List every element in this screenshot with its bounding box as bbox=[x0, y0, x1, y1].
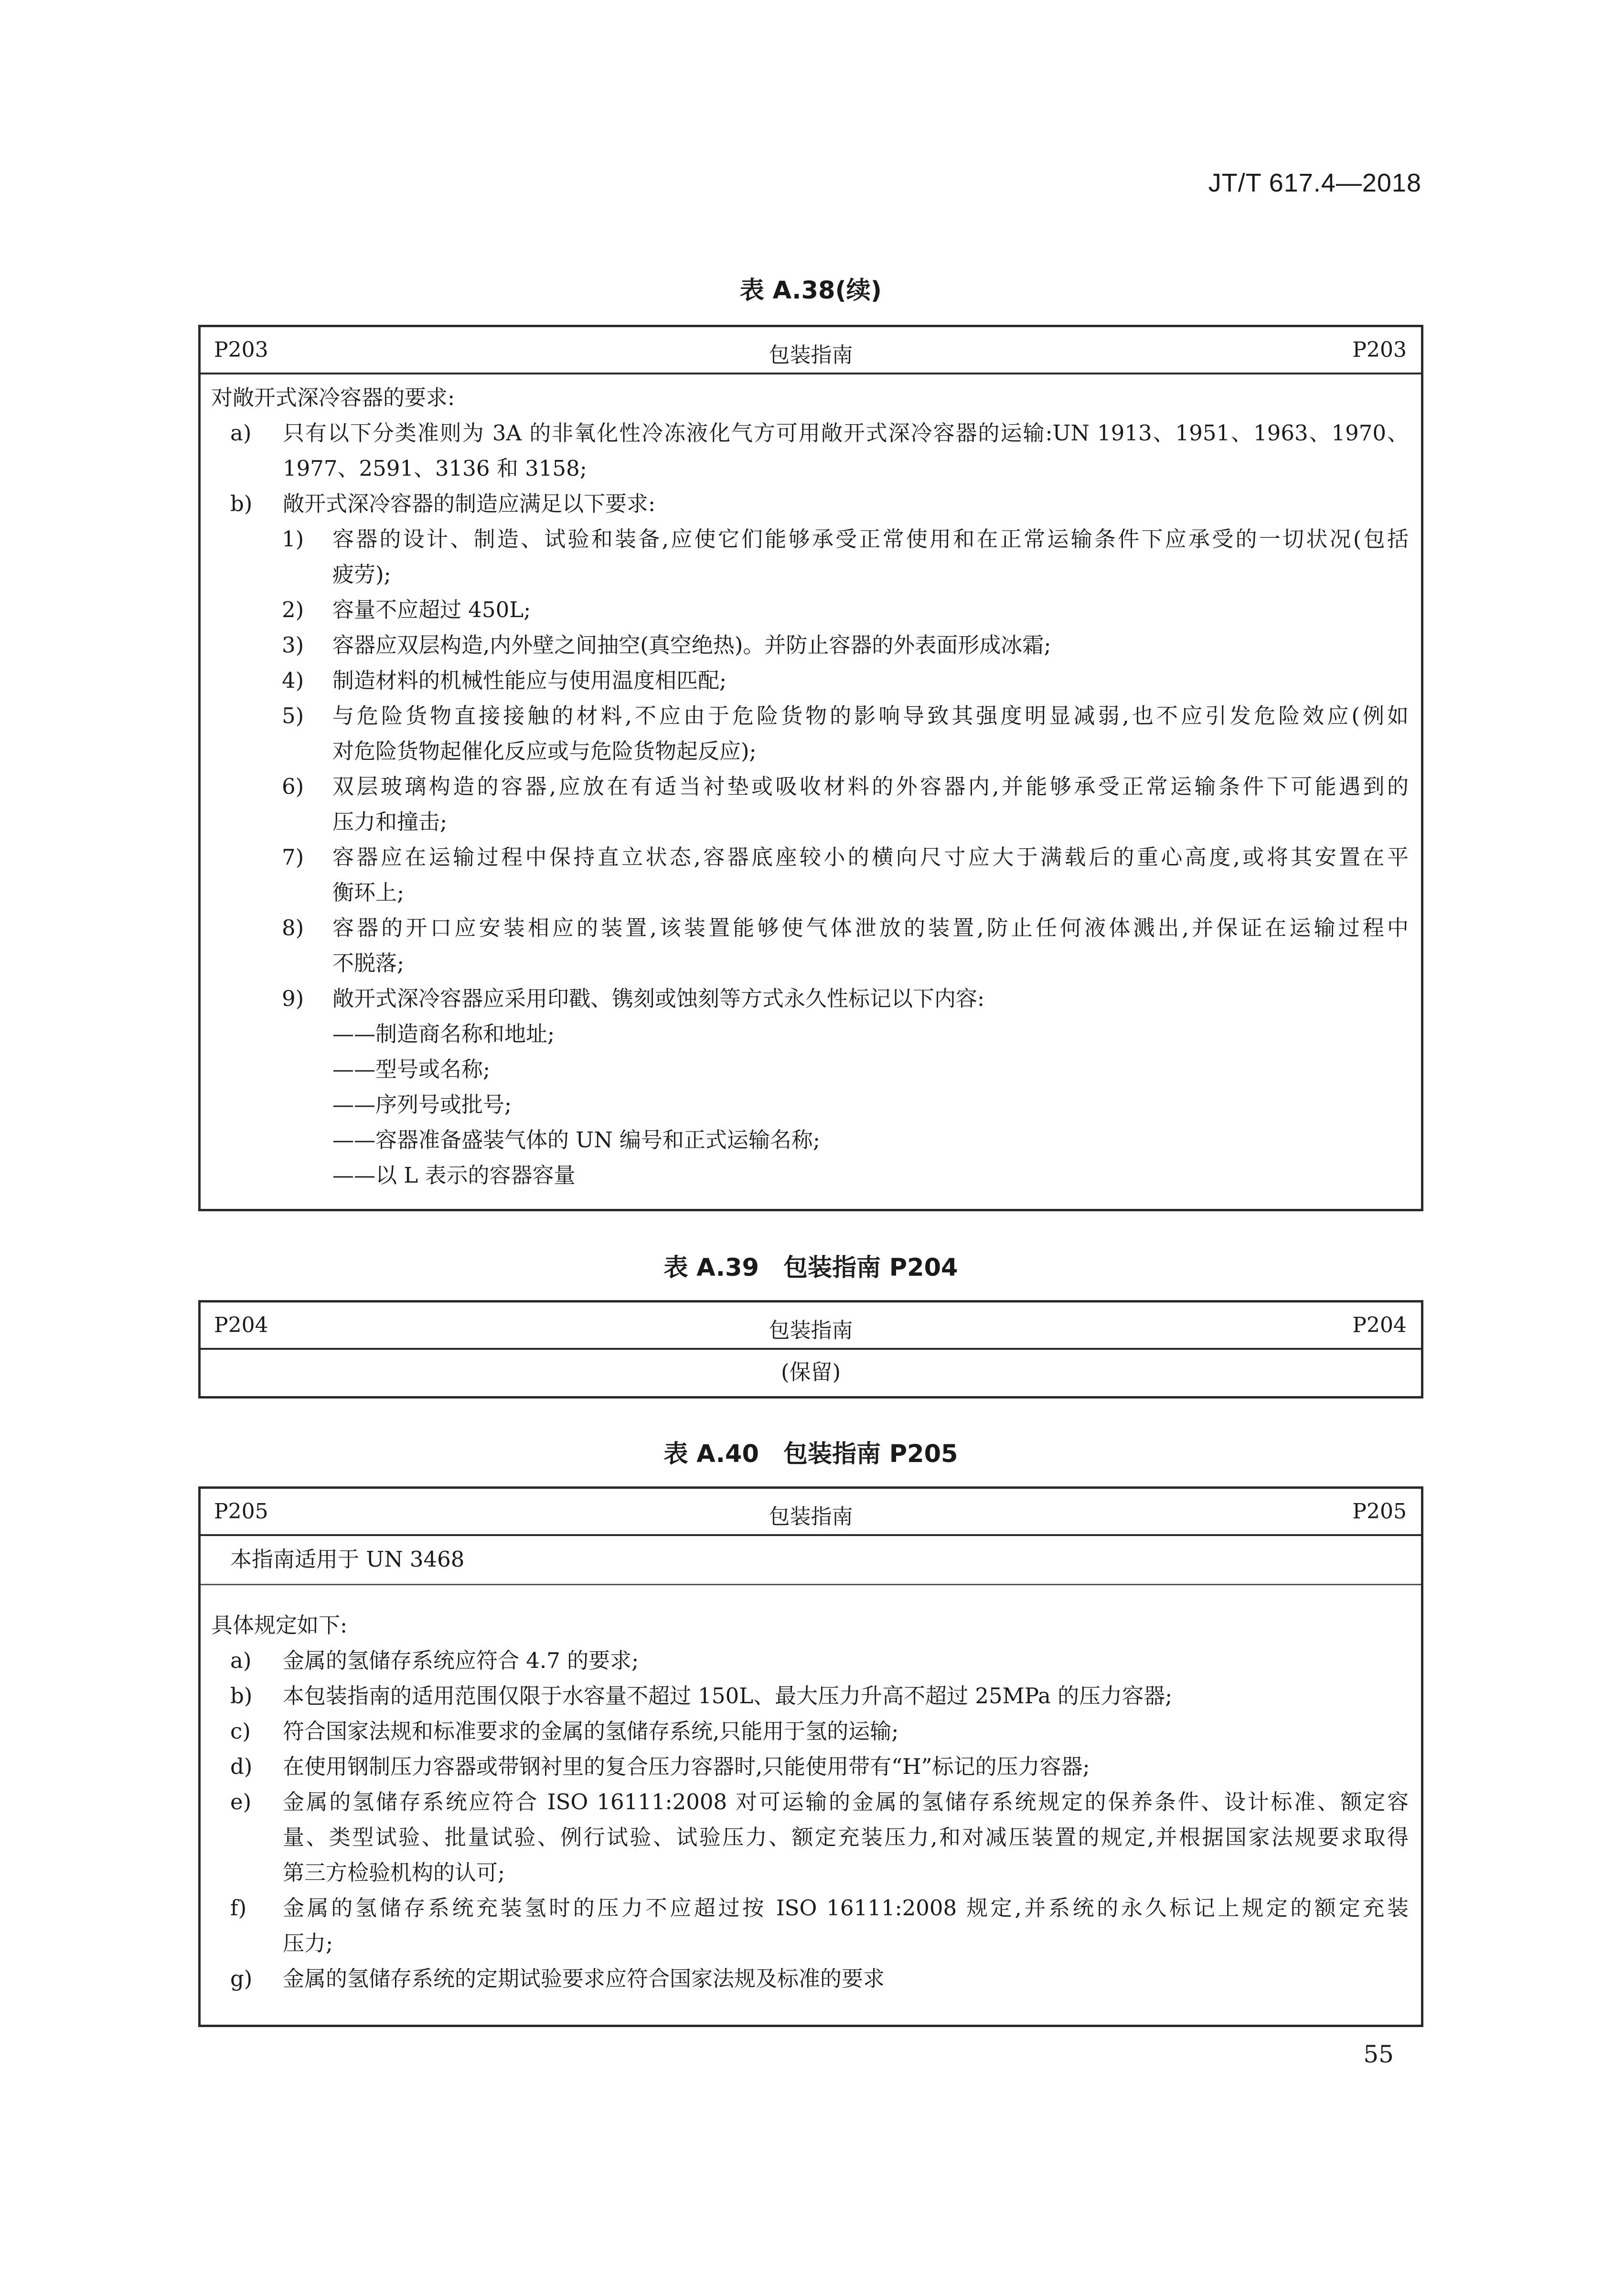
table-a39-body bbox=[201, 1350, 1421, 1398]
t38-item-num: 9) bbox=[282, 986, 304, 1011]
t38-item-num: 7) bbox=[282, 844, 304, 870]
t38-item-line: 容器应在运输过程中保持直立状态,容器底座较小的横向尺寸应大于满载后的重心高度,或将其安置在平 bbox=[332, 844, 1409, 870]
standard-number: JT/T 617.4—2018 bbox=[1208, 169, 1421, 197]
t38-item-line: 衡环上; bbox=[332, 880, 405, 905]
t38-item-line: 容器应双层构造,内外壁之间抽空(真空绝热)。并防止容器的外表面形成冰霜; bbox=[332, 632, 1051, 658]
t38-item-line: 敞开式深冷容器应采用印戳、镌刻或蚀刻等方式永久性标记以下内容: bbox=[332, 986, 985, 1011]
t40-item-line: 量、类型试验、批量试验、例行试验、试验压力、额定充装压力,和对减压装置的规定,并根据国家法规要求取得 bbox=[283, 1825, 1409, 1850]
t38-item-num: 4) bbox=[282, 668, 304, 693]
t40-item-marker: d) bbox=[230, 1754, 253, 1779]
t38-item-line: 双层玻璃构造的容器,应放在有适当衬垫或吸收材料的外容器内,并能够承受正常运输条件下可能遇到的 bbox=[332, 774, 1409, 799]
t38-a-line1: 只有以下分类准则为 3A 的非氧化性冷冻液化气方可用敞开式深冷容器的运输:UN 1913、1951、1963、1970、 bbox=[283, 420, 1409, 446]
t40-divider bbox=[201, 1584, 1421, 1585]
table-a38-title: 包装指南 bbox=[769, 343, 853, 367]
table-a38-code-right: P203 bbox=[1352, 338, 1407, 362]
table-a39-code-left: P204 bbox=[214, 1313, 268, 1337]
t38-dash-item: ——型号或名称; bbox=[332, 1057, 491, 1082]
t38-dash-item: ——序列号或批号; bbox=[332, 1092, 512, 1117]
table-a39-caption: 表 A.39 包装指南 P204 bbox=[663, 1254, 958, 1282]
t40-item-line: 本包装指南的适用范围仅限于水容量不超过 150L、最大压力升高不超过 25MPa 的压力容器; bbox=[283, 1683, 1173, 1708]
t38-item-num: 2) bbox=[282, 597, 304, 622]
page-number: 55 bbox=[1363, 2040, 1394, 2068]
t38-b-marker: b) bbox=[230, 491, 253, 516]
t38-item-line: 容器的开口应安装相应的装置,该装置能够使气体泄放的装置,防止任何液体溅出,并保证在运输过程中 bbox=[332, 915, 1409, 940]
table-a40-title: 包装指南 bbox=[769, 1505, 853, 1529]
t40-item-line: 金属的氢储存系统应符合 ISO 16111:2008 对可运输的金属的氢储存系统规定的保养条件、设计标准、额定容 bbox=[283, 1789, 1409, 1815]
t40-item-line: 符合国家法规和标准要求的金属的氢储存系统,只能用于氢的运输; bbox=[283, 1719, 899, 1744]
table-a38 bbox=[198, 325, 1423, 1211]
t38-item-num: 6) bbox=[282, 774, 304, 799]
table-a40-caption: 表 A.40 包装指南 P205 bbox=[663, 1440, 958, 1468]
t38-item-line: 疲劳); bbox=[332, 562, 391, 587]
t38-item-num: 3) bbox=[282, 632, 304, 658]
t38-item-line: 制造材料的机械性能应与使用温度相匹配; bbox=[332, 668, 727, 693]
t40-scope: 本指南适用于 UN 3468 bbox=[230, 1547, 465, 1572]
table-a40 bbox=[198, 1486, 1423, 2027]
table-a39-title: 包装指南 bbox=[769, 1318, 853, 1343]
t38-item-line: 对危险货物起催化反应或与危险货物起反应); bbox=[332, 738, 757, 764]
t40-item-line: 压力; bbox=[283, 1931, 333, 1956]
t40-item-marker: c) bbox=[230, 1719, 251, 1744]
t40-item-line: 金属的氢储存系统应符合 4.7 的要求; bbox=[283, 1648, 639, 1673]
t38-a-marker: a) bbox=[230, 420, 252, 446]
t40-item-marker: b) bbox=[230, 1683, 253, 1708]
table-a39-code-right: P204 bbox=[1352, 1313, 1407, 1337]
table-a40-code-left: P205 bbox=[214, 1499, 268, 1524]
t40-item-marker: g) bbox=[230, 1966, 253, 1991]
t40-item-marker: a) bbox=[230, 1648, 252, 1673]
t40-item-marker: e) bbox=[230, 1789, 252, 1815]
t40-item-line: 金属的氢储存系统的定期试验要求应符合国家法规及标准的要求 bbox=[283, 1966, 885, 1991]
t38-dash-item: ——容器准备盛装气体的 UN 编号和正式运输名称; bbox=[332, 1127, 821, 1153]
t38-b-text: 敞开式深冷容器的制造应满足以下要求: bbox=[283, 491, 656, 516]
t40-intro: 具体规定如下: bbox=[211, 1612, 348, 1638]
t40-item-line: 在使用钢制压力容器或带钢衬里的复合压力容器时,只能使用带有“H”标记的压力容器; bbox=[283, 1754, 1090, 1779]
table-a39-header bbox=[201, 1302, 1421, 1350]
t38-dash-item: ——以 L 表示的容器容量 bbox=[332, 1163, 576, 1188]
table-a40-header bbox=[201, 1489, 1421, 1536]
t40-item-line: 金属的氢储存系统充装氢时的压力不应超过按 ISO 16111:2008 规定,并系统的永久标记上规定的额定充装 bbox=[283, 1895, 1409, 1921]
t38-intro: 对敞开式深冷容器的要求: bbox=[211, 385, 455, 410]
t38-item-line: 压力和撞击; bbox=[332, 809, 448, 834]
table-a38-caption: 表 A.38(续) bbox=[739, 277, 882, 305]
table-a38-code-left: P203 bbox=[214, 338, 268, 362]
t38-dash-item: ——制造商名称和地址; bbox=[332, 1021, 555, 1046]
t40-item-line: 第三方检验机构的认可; bbox=[283, 1860, 505, 1885]
t40-item-marker: f) bbox=[230, 1895, 247, 1921]
table-a40-code-right: P205 bbox=[1352, 1499, 1407, 1524]
table-a39-reserved: (保留) bbox=[780, 1359, 841, 1385]
table-a38-header bbox=[201, 327, 1421, 374]
t38-item-num: 8) bbox=[282, 915, 304, 940]
t38-item-line: 不脱落; bbox=[332, 950, 405, 976]
table-a39 bbox=[198, 1300, 1423, 1399]
t38-item-line: 与危险货物直接接触的材料,不应由于危险货物的影响导致其强度明显减弱,也不应引发危险效应(例如 bbox=[332, 703, 1409, 728]
t38-item-line: 容量不应超过 450L; bbox=[332, 597, 531, 622]
t38-item-num: 5) bbox=[282, 703, 304, 728]
t38-a-line2: 1977、2591、3136 和 3158; bbox=[283, 456, 587, 481]
t38-item-line: 容器的设计、制造、试验和装备,应使它们能够承受正常使用和在正常运输条件下应承受的一切状况(包括 bbox=[332, 526, 1409, 552]
t38-item-num: 1) bbox=[282, 526, 304, 552]
